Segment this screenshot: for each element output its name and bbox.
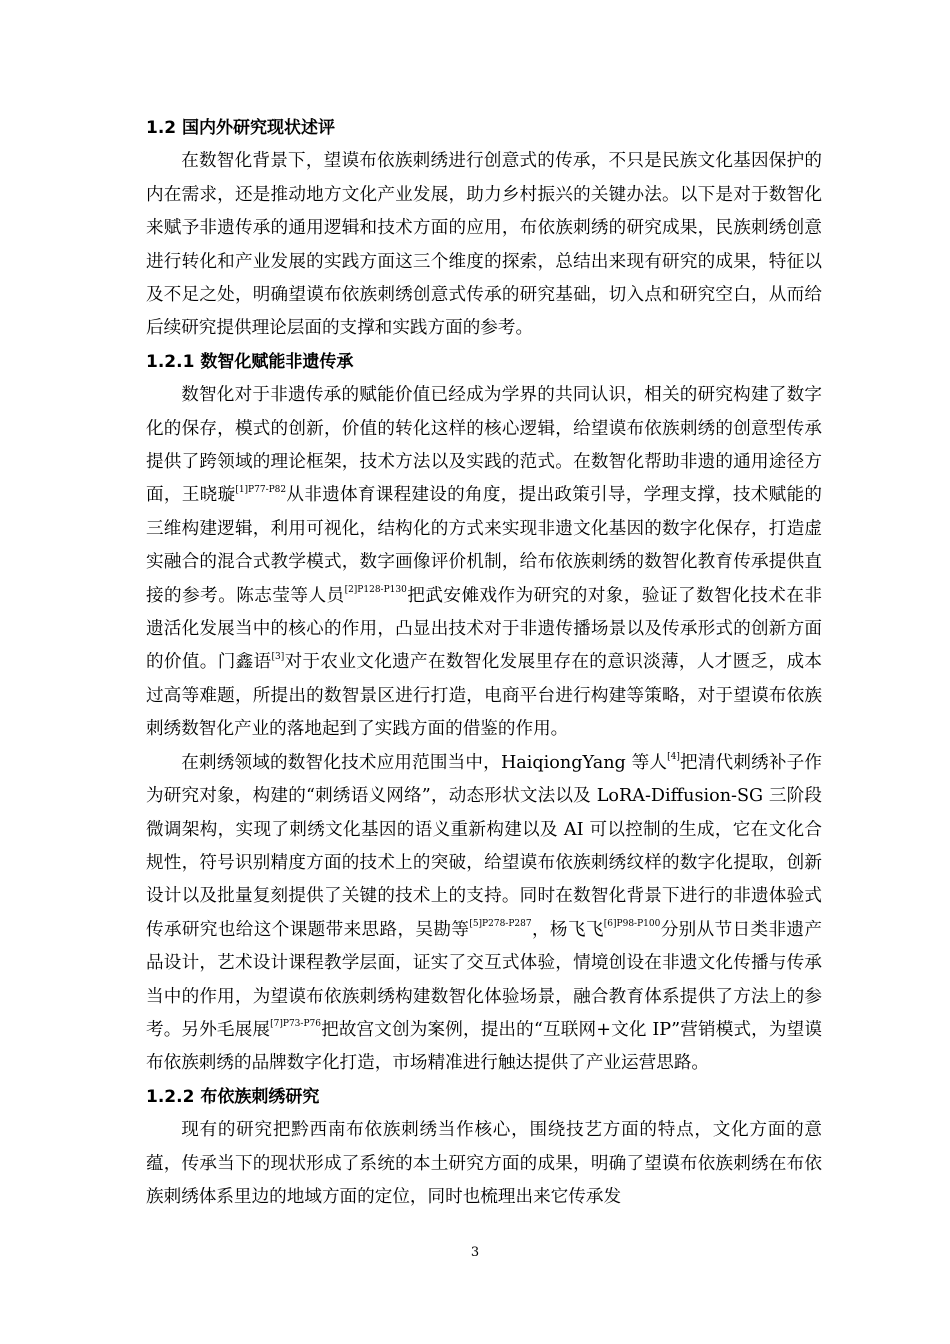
text-run: ，杨飞飞	[531, 919, 604, 940]
text-run: 对于农业文化遗产在数智化发展里存在的意识淡薄，人才匮乏，成本过高等难题，所提出的数智景区进行打造，电商平台进行构建等策略，对于望谟布依族刺绣数智化产业的落地起到了实践方面的借鉴的作用。	[146, 652, 822, 740]
citation-2: [2]P128-P130	[344, 584, 407, 595]
text-run: 把清代刺绣补子作为研究对象，构建的“刺绣语义网络”，动态形状文法以及 LoRA-Diffusion-SG 三阶段微调架构，实现了刺绣文化基因的语义重新构建以及 AI 可以控制的生成，它在文化合规性，符号识别精度方面的技术上的突破，给望谟布依族刺绣纹样的数字化提取，创新设计以及批量复刻提供了关键的技术上的支持。同时在数智化背景下进行的非遗体验式传承研究也给这个课题带来思路，吴勘等	[146, 752, 822, 940]
page-number: 3	[470, 1245, 480, 1260]
paragraph-1-2-1-first	[146, 379, 822, 746]
section-heading-1-2-1: 1.2.1 数智化赋能非遗传承	[146, 351, 354, 372]
section-heading-1-2-2: 1.2.2 布依族刺绣研究	[146, 1086, 320, 1107]
section-heading-1-2: 1.2 国内外研究现状述评	[146, 118, 336, 138]
text-run: 从非遗体育课程建设的角度，提出政策引导，学理支撑，技术赋能的三维构建逻辑，利用可视化，结构化的方式来实现非遗文化基因的数字化保存，打造虚实融合的混合式教学模式，数字画像评价机制，给布依族刺绣的数智化教育传承提供直接的参考。陈志莹等人员	[146, 485, 822, 606]
citation-7: [7]P73-P76	[270, 1019, 321, 1030]
citation-3: [3]	[271, 651, 285, 662]
citation-5: [5]P278-P287	[469, 918, 532, 929]
text-run: 在刺绣领域的数智化技术应用范围当中，HaiqiongYang 等人	[181, 752, 668, 773]
paragraph-1-2-intro: 在数智化背景下，望谟布依族刺绣进行创意式的传承，不只是民族文化基因保护的内在需求，还是推动地方文化产业发展，助力乡村振兴的关键办法。以下是对于数智化来赋予非遗传承的通用逻辑和技术方面的应用，布依族刺绣的研究成果，民族刺绣创意进行转化和产业发展的实践方面这三个维度的探索，总结出来现有研究的成果，特征以及不足之处，明确望谟布依族刺绣创意式传承的研究基础，切入点和研究空白，从而给后续研究提供理论层面的支撑和实践方面的参考。	[146, 151, 822, 339]
text-run: 数智化对于非遗传承的赋能价值已经成为学界的共同认识，相关的研究构建了数字化的保存，模式的创新，价值的转化这样的核心逻辑，给望谟布依族刺绣的创意型传承提供了跨领域的理论框架，技术方法以及实践的范式。在数智化帮助非遗的通用途径方面，王晓璇	[146, 385, 822, 506]
text-run: 把故宫文创为案例，提出的“互联网+文化 IP”营销模式，为望谟布依族刺绣的品牌数字化打造，市场精准进行触达提供了产业运营思路。	[146, 1019, 822, 1074]
text-run: 分别从节日类非遗产品设计，艺术设计课程教学层面，证实了交互式体验，情境创设在非遗文化传播与传承当中的作用，为望谟布依族刺绣构建数智化体验场景，融合教育体系提供了方法上的参考。另外毛展展	[146, 919, 822, 1040]
text-run: 把武安傩戏作为研究的对象，验证了数智化技术在非遗活化发展当中的核心的作用，凸显出技术对于非遗传播场景以及传承形式的创新方面的价值。门鑫语	[146, 585, 822, 673]
document-page	[146, 112, 822, 1214]
citation-4: [4]	[667, 751, 680, 762]
paragraph-1-2-1-second	[146, 747, 822, 1081]
paragraph-1-2-2-first: 现有的研究把黔西南布依族刺绣当作核心，围绕技艺方面的特点，文化方面的意蕴，传承当下的现状形成了系统的本土研究方面的成果，明确了望谟布依族刺绣在布依族刺绣体系里边的地域方面的定位，同时也梳理出来它传承发	[146, 1120, 822, 1207]
citation-1: [1]P77-P82	[235, 484, 287, 495]
citation-6: [6]P98-P100	[603, 918, 661, 929]
